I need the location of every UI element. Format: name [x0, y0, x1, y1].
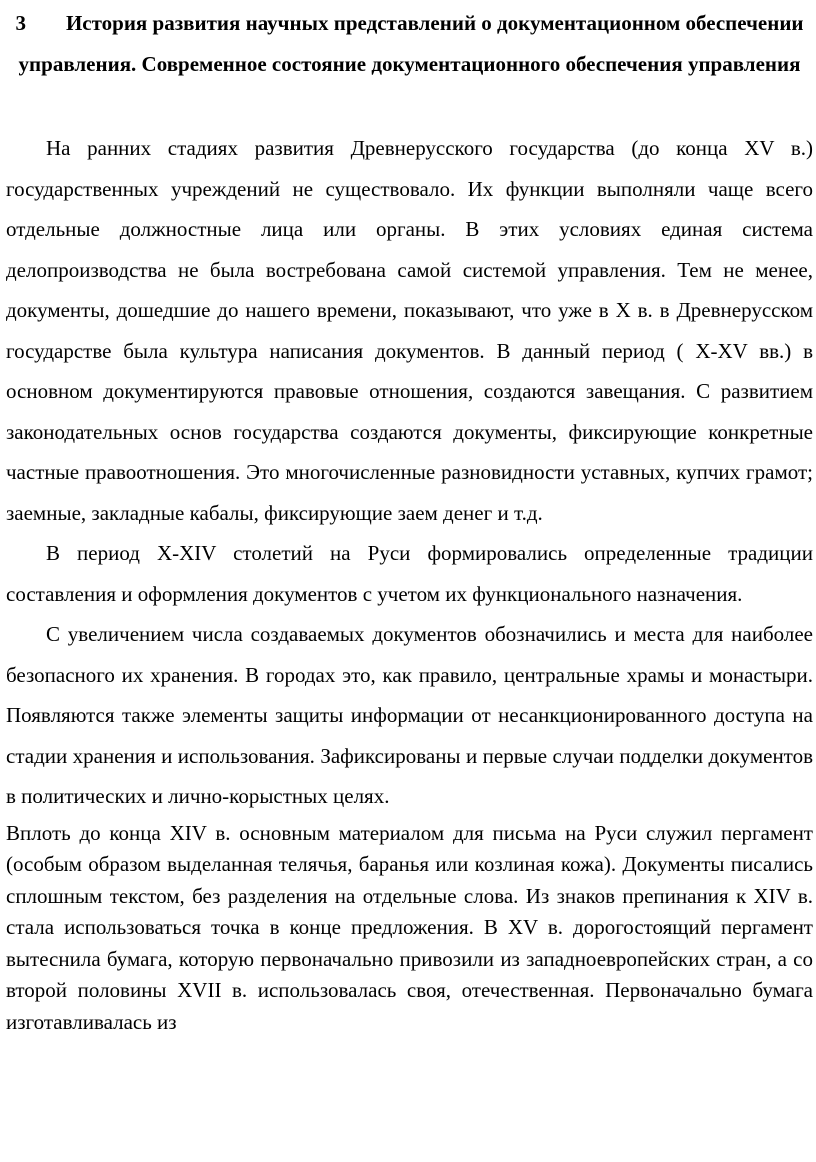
- section-title: История развития научных представлений о документационном обеспечении управления. Современное состояние документационного обеспечения управления: [18, 11, 804, 76]
- section-heading: [6, 0, 813, 85]
- paragraph-early-state: На ранних стадиях развития Древнерусского государства (до конца XV в.) государственных учреждений не существовало. Их функции выполняли чаще всего отдельные должностные лица или органы. В этих условиях единая система делопроизводства не была востребована самой системой управления. Тем не менее, документы, дошедшие до нашего времени, показывают, что уже в X в. в Древнерусском государстве была культура написания документов. В данный период ( X-XV вв.) в основном документируются правовые отношения, создаются завещания. С развитием законодательных основ государства создаются документы, фиксирующие конкретные частные правоотношения. Это многочисленные разновидности уставных, купчих грамот; заемные, закладные кабалы, фиксирующие заем денег и т.д.: [6, 136, 813, 525]
- paragraph-traditions: В период X-XIV столетий на Руси формировались определенные традиции составления и оформления документов с учетом их функционального назначения.: [6, 541, 813, 606]
- section-number: 3: [15, 11, 26, 35]
- heading-spacer: [6, 85, 813, 128]
- paragraph-storage: С увеличением числа создаваемых документов обозначились и места для наиболее безопасного их хранения. В городах это, как правило, центральные храмы и монастыри. Появляются также элементы защиты информации от несанкционированного доступа на стадии хранения и использования. Зафиксированы и первые случаи подделки документов в политических и лично-корыстных целях.: [6, 622, 813, 808]
- paragraph-materials: Вплоть до конца XIV в. основным материалом для письма на Руси служил пергамент (особым образом выделанная телячья, баранья или козлиная кожа). Документы писались сплошным текстом, без разделения на отдельные слова. Из знаков препинания к XIV в. стала использоваться точка в конце предложения. В XV в. дорогостоящий пергамент вытеснила бумага, которую первоначально привозили из западноевропейских стран, а со второй половины XVII в. использовалась своя, отечественная. Первоначально бумага изготавливалась из: [6, 820, 813, 1034]
